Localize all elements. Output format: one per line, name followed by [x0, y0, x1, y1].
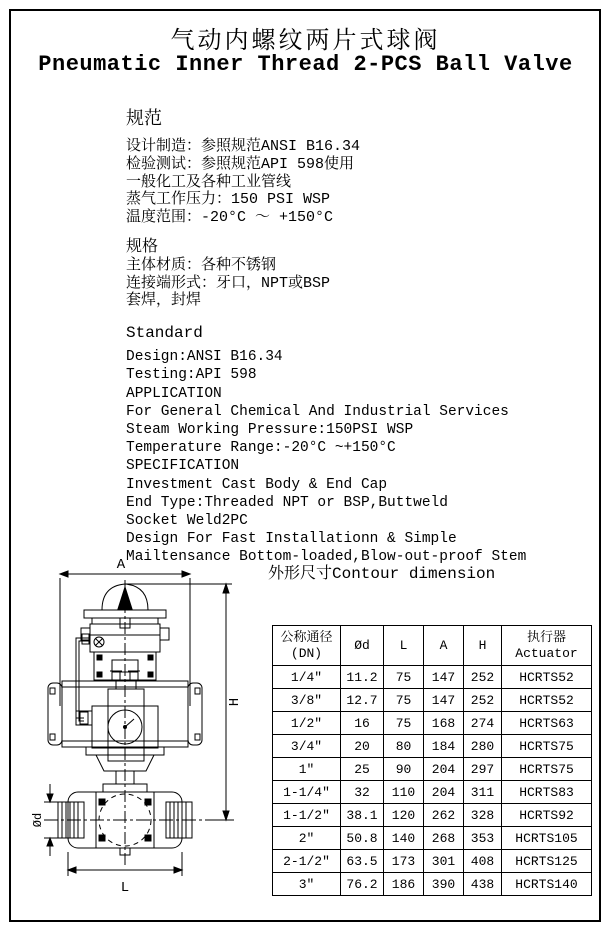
table-cell: 12.7	[341, 689, 384, 712]
table-cell: 186	[384, 873, 424, 896]
col-header-actuator-line2: Actuator	[515, 645, 578, 661]
table-cell: 353	[464, 827, 502, 850]
table-header-row	[273, 626, 592, 666]
svg-text:A: A	[116, 557, 126, 573]
spec-line: Mailtensance Bottom-loaded,Blow-out-proof Stem	[126, 549, 527, 566]
table-cell: 262	[424, 804, 464, 827]
table-cell: 63.5	[341, 850, 384, 873]
table-row	[273, 666, 592, 689]
table-cell: 147	[424, 689, 464, 712]
table-cell: 20	[341, 735, 384, 758]
table-cell: 173	[384, 850, 424, 873]
spec-line: 检验测试：参照规范API 598使用	[126, 155, 355, 173]
spec-line: 一般化工及各种工业管线	[126, 173, 292, 191]
spec-line: 温度范围：-20°C ～ +150°C	[126, 209, 334, 227]
spec-line: Design For Fast Installationn & Simple	[126, 531, 457, 548]
spec-line: For General Chemical And Industrial Services	[126, 403, 509, 420]
table-cell: 1-1/4"	[273, 781, 341, 804]
spec-line: Temperature Range:-20°C ~+150°C	[126, 440, 396, 457]
table-row	[273, 712, 592, 735]
valve-technical-drawing	[20, 556, 260, 898]
dimension-h	[210, 584, 243, 820]
table-cell: 50.8	[341, 827, 384, 850]
spec-line: 蒸气工作压力：150 PSI WSP	[126, 191, 331, 209]
table-row	[273, 689, 592, 712]
spec-line: APPLICATION	[126, 385, 222, 402]
table-cell: 274	[464, 712, 502, 735]
table-cell: 168	[424, 712, 464, 735]
table-cell: 25	[341, 758, 384, 781]
table-row	[273, 758, 592, 781]
col-header-dn-line1: 公称通径	[280, 629, 333, 645]
spec-line: 设计制造：参照规范ANSI B16.34	[126, 138, 361, 155]
spec-line: 连接端形式：牙口，NPT或BSP	[126, 274, 331, 292]
table-row	[273, 850, 592, 873]
spec-line: Socket Weld2PC	[126, 513, 248, 529]
table-cell: 1/2"	[273, 712, 341, 735]
table-cell: 90	[384, 758, 424, 781]
spec-line: Design:ANSI B16.34	[126, 349, 283, 366]
table-cell: 390	[424, 873, 464, 896]
table-cell: HCRTS52	[502, 689, 592, 712]
table-cell: 328	[464, 804, 502, 827]
dimension-table	[272, 625, 592, 896]
col-header-dn	[273, 626, 341, 666]
table-cell: HCRTS83	[502, 781, 592, 804]
table-cell: 1/4"	[273, 666, 341, 689]
table-cell: 1-1/2"	[273, 804, 341, 827]
table-cell: 184	[424, 735, 464, 758]
spec-section	[126, 104, 566, 567]
table-cell: 3/8"	[273, 689, 341, 712]
table-cell: HCRTS125	[502, 850, 592, 873]
table-cell: HCRTS140	[502, 873, 592, 896]
spec-zh-subheading: 规格	[126, 237, 159, 256]
table-cell: 2-1/2"	[273, 850, 341, 873]
col-header-dn-line2: (DN)	[290, 645, 323, 661]
col-header-a: A	[424, 626, 464, 666]
table-cell: HCRTS75	[502, 735, 592, 758]
table-cell: 75	[384, 689, 424, 712]
table-cell: 11.2	[341, 666, 384, 689]
svg-text:H: H	[227, 697, 243, 707]
table-cell: 120	[384, 804, 424, 827]
spec-line: 套焊，封焊	[126, 292, 202, 310]
table-cell: HCRTS63	[502, 712, 592, 735]
table-cell: 252	[464, 689, 502, 712]
table-cell: 301	[424, 850, 464, 873]
table-cell: HCRTS92	[502, 804, 592, 827]
table-cell: 2"	[273, 827, 341, 850]
table-cell: 280	[464, 735, 502, 758]
page-title-english: Pneumatic Inner Thread 2-PCS Ball Valve	[38, 52, 573, 77]
spec-line: Investment Cast Body & End Cap	[126, 476, 388, 493]
table-cell: HCRTS105	[502, 827, 592, 850]
col-header-h: H	[464, 626, 502, 666]
table-cell: HCRTS52	[502, 666, 592, 689]
table-cell: HCRTS75	[502, 758, 592, 781]
svg-text:Ød: Ød	[31, 812, 45, 828]
svg-text:L: L	[120, 880, 130, 896]
table-cell: 311	[464, 781, 502, 804]
table-row	[273, 827, 592, 850]
spec-line: Testing:API 598	[126, 367, 257, 384]
table-cell: 204	[424, 781, 464, 804]
table-cell: 75	[384, 666, 424, 689]
table-row	[273, 804, 592, 827]
spec-line: 主体材质：各种不锈钢	[126, 256, 277, 274]
table-cell: 204	[424, 758, 464, 781]
table-cell: 438	[464, 873, 502, 896]
table-cell: 76.2	[341, 873, 384, 896]
table-cell: 252	[464, 666, 502, 689]
page-title-chinese: 气动内螺纹两片式球阀	[170, 29, 441, 56]
table-cell: 3/4"	[273, 735, 341, 758]
table-cell: 110	[384, 781, 424, 804]
spec-en-heading: Standard	[126, 324, 203, 343]
spec-zh-heading: 规范	[126, 110, 162, 130]
table-cell: 297	[464, 758, 502, 781]
table-cell: 80	[384, 735, 424, 758]
col-header-l: L	[384, 626, 424, 666]
table-cell: 38.1	[341, 804, 384, 827]
spec-line: End Type:Threaded NPT or BSP,Buttweld	[126, 494, 448, 511]
dome-indicator	[84, 584, 232, 624]
table-row	[273, 781, 592, 804]
table-cell: 75	[384, 712, 424, 735]
table-cell: 3"	[273, 873, 341, 896]
col-header-actuator	[502, 626, 592, 666]
table-row	[273, 735, 592, 758]
table-cell: 140	[384, 827, 424, 850]
table-cell: 16	[341, 712, 384, 735]
contour-dimension-heading: 外形尺寸Contour dimension	[268, 565, 496, 583]
table-row	[273, 873, 592, 896]
spec-line: Steam Working Pressure:150PSI WSP	[126, 421, 414, 438]
col-header-actuator-line1: 执行器	[526, 629, 566, 645]
spec-line: SPECIFICATION	[126, 458, 240, 475]
col-header-d: Ød	[341, 626, 384, 666]
table-cell: 1"	[273, 758, 341, 781]
table-cell: 147	[424, 666, 464, 689]
table-cell: 32	[341, 781, 384, 804]
table-cell: 408	[464, 850, 502, 873]
table-cell: 268	[424, 827, 464, 850]
